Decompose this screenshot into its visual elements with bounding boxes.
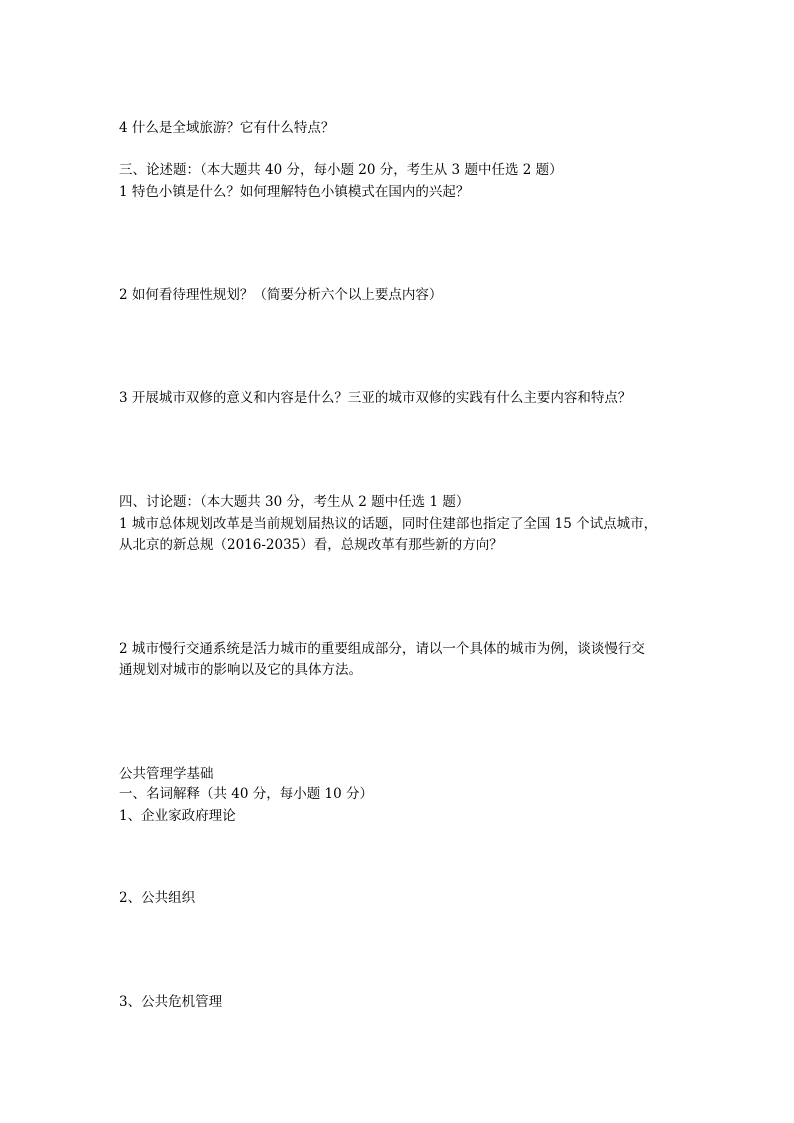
section-3-question-3: 3 开展城市双修的意义和内容是什么？三亚的城市双修的实践有什么主要内容和特点？ — [119, 390, 632, 406]
part-1-title: 一、名词解释（共 40 分，每小题 10 分） — [119, 786, 374, 802]
term-2: 2、公共组织 — [119, 890, 196, 906]
term-1: 1、企业家政府理论 — [119, 808, 236, 824]
section-3-question-2: 2 如何看待理性规划？（简要分析六个以上要点内容） — [119, 287, 443, 303]
question-4: 4 什么是全域旅游？它有什么特点？ — [119, 120, 335, 136]
section-3-title: 三、论述题：（本大题共 40 分，每小题 20 分，考生从 3 题中任选 2 题） — [119, 162, 563, 178]
subject-title: 公共管理学基础 — [119, 766, 214, 782]
section-4-question-1-line-2: 从北京的新总规（2016-2035）看，总规改革有那些新的方向？ — [119, 537, 503, 553]
section-4-question-2-line-1: 2 城市慢行交通系统是活力城市的重要组成部分，请以一个具体的城市为例，谈谈慢行交 — [119, 641, 645, 657]
section-4-question-1-line-1: 1 城市总体规划改革是当前规划届热议的话题，同时住建部也指定了全国 15 个试点城市， — [119, 516, 658, 532]
section-4-title: 四、讨论题：（本大题共 30 分，考生从 2 题中任选 1 题） — [119, 494, 470, 510]
section-4-question-2-line-2: 通规划对城市的影响以及它的具体方法。 — [119, 662, 362, 678]
section-3-question-1: 1 特色小镇是什么？如何理解特色小镇模式在国内的兴起？ — [119, 184, 470, 200]
term-3: 3、公共危机管理 — [119, 994, 223, 1010]
